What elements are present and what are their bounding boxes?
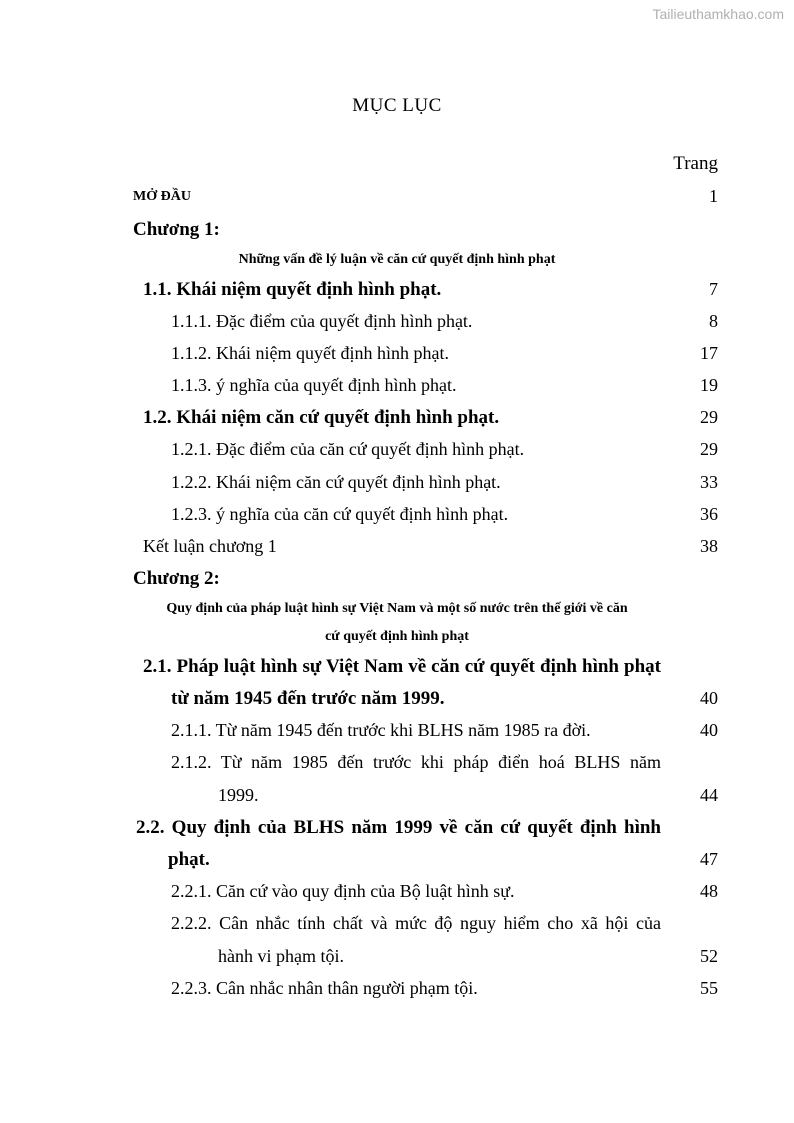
- toc-entry-1-1-3[interactable]: [0, 375, 794, 403]
- toc-page: 17: [700, 343, 718, 363]
- toc-entry-2-1-2[interactable]: [0, 752, 794, 780]
- chapter-2-heading[interactable]: [0, 568, 794, 596]
- watermark: Tailieuthamkhao.com: [652, 6, 784, 22]
- toc-entry-2-2-3[interactable]: [0, 978, 794, 1006]
- chapter-2-subtitle-line2: cứ quyết định hình phạt: [325, 629, 469, 644]
- chapter-2-subtitle-line1: Quy định của pháp luật hình sự Việt Nam và một số nước trên thế giới về căn: [166, 601, 628, 616]
- toc-label: MỞ ĐẦU: [133, 189, 191, 204]
- toc-entry-ket-luan-1[interactable]: [0, 536, 794, 564]
- toc-label-line2: từ năm 1945 đến trước năm 1999.: [171, 688, 445, 709]
- toc-entry-2-2[interactable]: [0, 817, 794, 845]
- toc-label: 1.1.2. Khái niệm quyết định hình phạt.: [171, 343, 449, 363]
- toc-entry-2-2-2[interactable]: [0, 913, 794, 941]
- chapter-1-subtitle: Những vấn đề lý luận về căn cứ quyết định hình phạt: [238, 252, 556, 267]
- toc-label: 1.1.1. Đặc điểm của quyết định hình phạt.: [171, 311, 473, 331]
- toc-page: 52: [700, 946, 718, 966]
- toc-entry-1-2-2[interactable]: [0, 472, 794, 500]
- toc-label: 1.2. Khái niệm căn cứ quyết định hình phạt.: [143, 407, 500, 428]
- toc-label: 1.2.3. ý nghĩa của căn cứ quyết định hình phạt.: [171, 504, 509, 524]
- toc-label: 2.1.1. Từ năm 1945 đến trước khi BLHS năm 1985 ra đời.: [171, 720, 591, 740]
- toc-entry-1-1-1[interactable]: [0, 311, 794, 339]
- toc-label: Kết luận chương 1: [143, 536, 277, 556]
- toc-page: 40: [700, 720, 718, 740]
- toc-page: 19: [700, 375, 718, 395]
- toc-page: 40: [700, 688, 718, 708]
- toc-entry-2-1-2-cont[interactable]: [0, 785, 794, 813]
- chapter-label: Chương 2:: [133, 568, 220, 589]
- toc-label-line1: 2.2. Quy định của BLHS năm 1999 về căn cứ quyết định hình: [136, 817, 661, 838]
- toc-entry-1-2-3[interactable]: [0, 504, 794, 532]
- toc-entry-2-1[interactable]: [0, 656, 794, 684]
- toc-label-line2: hành vi phạm tội.: [218, 946, 344, 966]
- page-column-header: Trang: [673, 153, 718, 174]
- toc-label-line1: 2.1. Pháp luật hình sự Việt Nam về căn cứ quyết định hình phạt: [143, 656, 661, 677]
- toc-page: 1: [709, 186, 718, 206]
- toc-label: 1.2.2. Khái niệm căn cứ quyết định hình phạt.: [171, 472, 501, 492]
- toc-entry-2-2-2-cont[interactable]: [0, 946, 794, 974]
- toc-page: 36: [700, 504, 718, 524]
- toc-entry-2-1-cont[interactable]: [0, 688, 794, 716]
- toc-page: 7: [709, 279, 718, 299]
- toc-entry-mo-dau[interactable]: [0, 186, 794, 214]
- toc-page: 48: [700, 881, 718, 901]
- toc-entry-1-2-1[interactable]: [0, 439, 794, 467]
- toc-entry-2-1-1[interactable]: [0, 720, 794, 748]
- toc-page: 29: [700, 407, 718, 427]
- toc-label: 1.2.1. Đặc điểm của căn cứ quyết định hình phạt.: [171, 439, 525, 459]
- toc-page: 8: [709, 311, 718, 331]
- toc-label: 2.2.1. Căn cứ vào quy định của Bộ luật hình sự.: [171, 881, 515, 901]
- toc-page: 47: [700, 849, 718, 869]
- toc-label-line2: phạt.: [168, 849, 210, 870]
- toc-page: 44: [700, 785, 718, 805]
- toc-entry-2-2-1[interactable]: [0, 881, 794, 909]
- toc-page: 38: [700, 536, 718, 556]
- toc-label: 1.1.3. ý nghĩa của quyết định hình phạt.: [171, 375, 457, 395]
- toc-entry-1-2[interactable]: [0, 407, 794, 435]
- chapter-label: Chương 1:: [133, 219, 220, 240]
- page-title: MỤC LỤC: [352, 95, 442, 116]
- toc-label-line2: 1999.: [218, 785, 259, 805]
- toc-entry-2-2-cont[interactable]: [0, 849, 794, 877]
- toc-label: 2.2.3. Cân nhắc nhân thân người phạm tội.: [171, 978, 478, 998]
- chapter-1-heading[interactable]: [0, 219, 794, 247]
- toc-page: 29: [700, 439, 718, 459]
- toc-label-line1: 2.1.2. Từ năm 1985 đến trước khi pháp điển hoá BLHS năm: [171, 752, 661, 772]
- toc-page: 55: [700, 978, 718, 998]
- toc-label: 1.1. Khái niệm quyết định hình phạt.: [143, 279, 442, 300]
- toc-page: 33: [700, 472, 718, 492]
- toc-entry-1-1-2[interactable]: [0, 343, 794, 371]
- toc-entry-1-1[interactable]: [0, 279, 794, 307]
- toc-label-line1: 2.2.2. Cân nhắc tính chất và mức độ nguy hiểm cho xã hội của: [171, 913, 661, 933]
